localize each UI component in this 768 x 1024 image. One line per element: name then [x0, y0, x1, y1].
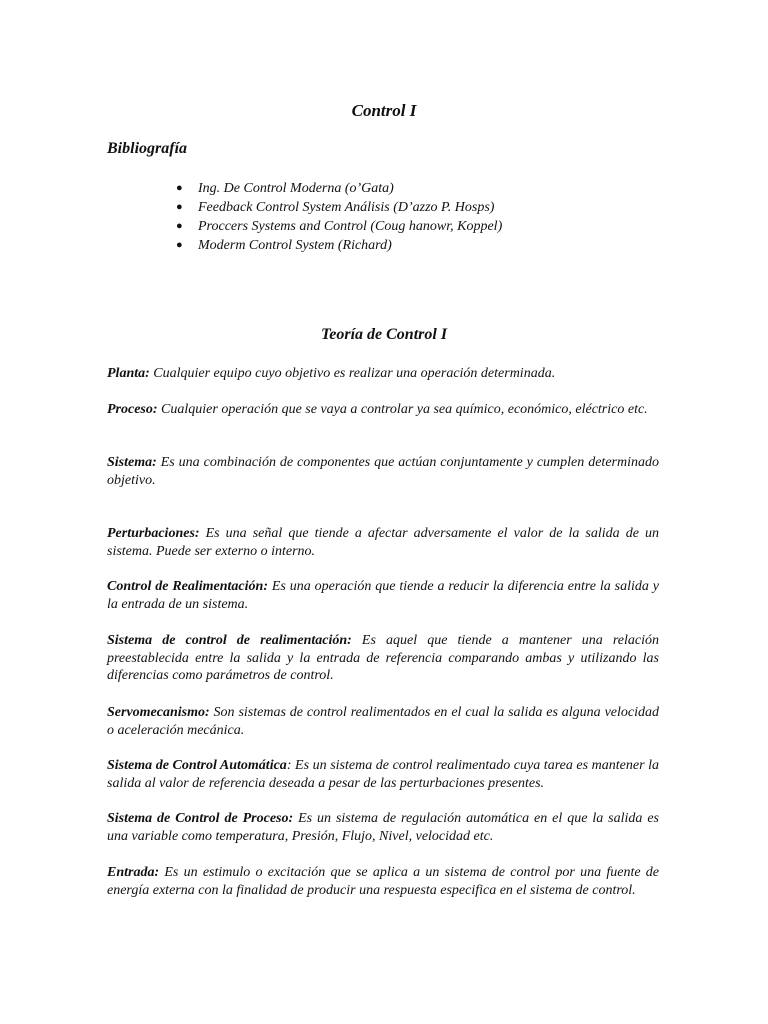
definition-text: Es un estimulo o excitación que se aplica a un sistema de control por una fuente de energía externa con la finalidad de producir una respuesta especifica en el sistema de control. [107, 865, 659, 898]
definition-term: Servomecanismo: [107, 705, 210, 720]
definition-term: Sistema de Control Automática [107, 758, 287, 773]
definition-sistema-control-realimentacion [107, 632, 659, 685]
definition-planta [107, 365, 659, 383]
definition-control-proceso [107, 810, 659, 845]
definition-perturbaciones [107, 525, 659, 560]
definition-term: Planta: [107, 366, 150, 381]
bibliography-item-text: Proccers Systems and Control (Coug hanowr, Koppel) [198, 219, 503, 234]
definition-term: Control de Realimentación: [107, 579, 268, 594]
bullet-icon: ● [176, 220, 183, 232]
bullet-icon: ● [176, 182, 183, 194]
definition-entrada [107, 864, 659, 899]
definition-text: Cualquier operación que se vaya a controlar ya sea químico, económico, eléctrico etc. [157, 402, 648, 417]
definition-text: Es un sistema de regulación automática en el que la salida es una variable como temperatura, Presión, Flujo, Nivel, velocidad etc. [107, 811, 660, 844]
definition-text: Cualquier equipo cuyo objetivo es realizar una operación determinada. [149, 366, 556, 381]
definition-term: Sistema: [107, 455, 157, 470]
definition-control-automatica [107, 757, 659, 792]
definition-text: : Es un sistema de control realimentado cuya tarea es mantener la salida al valor de referencia deseada a pesar de las perturbaciones presentes. [107, 758, 660, 791]
bibliography-item [176, 236, 502, 255]
definition-term: Sistema de control de realimentación: [107, 633, 352, 648]
bullet-icon: ● [176, 201, 183, 213]
definition-text: Es aquel que tiende a mantener una relación preestablecida entre la salida y la entrada de referencia comparando ambas y utilizando las diferencias como parámetros de control. [107, 633, 659, 683]
definition-servomecanismo [107, 704, 659, 739]
definition-text: Es una señal que tiende a afectar adversamente el valor de la salida de un sistema. Puede ser externo o interno. [107, 526, 659, 559]
section-title: Teoría de Control I [320, 326, 448, 343]
definition-text: Es una combinación de componentes que actúan conjuntamente y cumplen determinado objetivo. [107, 455, 659, 488]
bibliography-list [176, 179, 502, 255]
definition-term: Entrada: [107, 865, 160, 880]
definition-control-realimentacion [107, 578, 659, 613]
bibliography-item-text: Ing. De Control Moderna (o’Gata) [198, 181, 394, 196]
definition-proceso [107, 401, 659, 419]
definition-term: Sistema de Control de Proceso: [107, 811, 294, 826]
bibliography-item [176, 198, 502, 217]
definition-term: Perturbaciones: [107, 526, 200, 541]
bibliography-item [176, 217, 502, 236]
bibliography-heading: Bibliografía [107, 140, 188, 157]
bibliography-item-text: Moderm Control System (Richard) [198, 238, 392, 253]
bullet-icon: ● [176, 239, 183, 251]
definition-text: Es una operación que tiende a reducir la diferencia entre la salida y la entrada de un sistema. [107, 579, 659, 612]
page-title: Control I [351, 101, 417, 120]
definition-sistema [107, 454, 659, 489]
definition-term: Proceso: [107, 402, 158, 417]
bibliography-item-text: Feedback Control System Análisis (D’azzo P. Hosps) [198, 200, 495, 215]
definition-text: Son sistemas de control realimentados en el cual la salida es alguna velocidad o aceleración mecánica. [107, 705, 659, 738]
bibliography-item [176, 179, 502, 198]
